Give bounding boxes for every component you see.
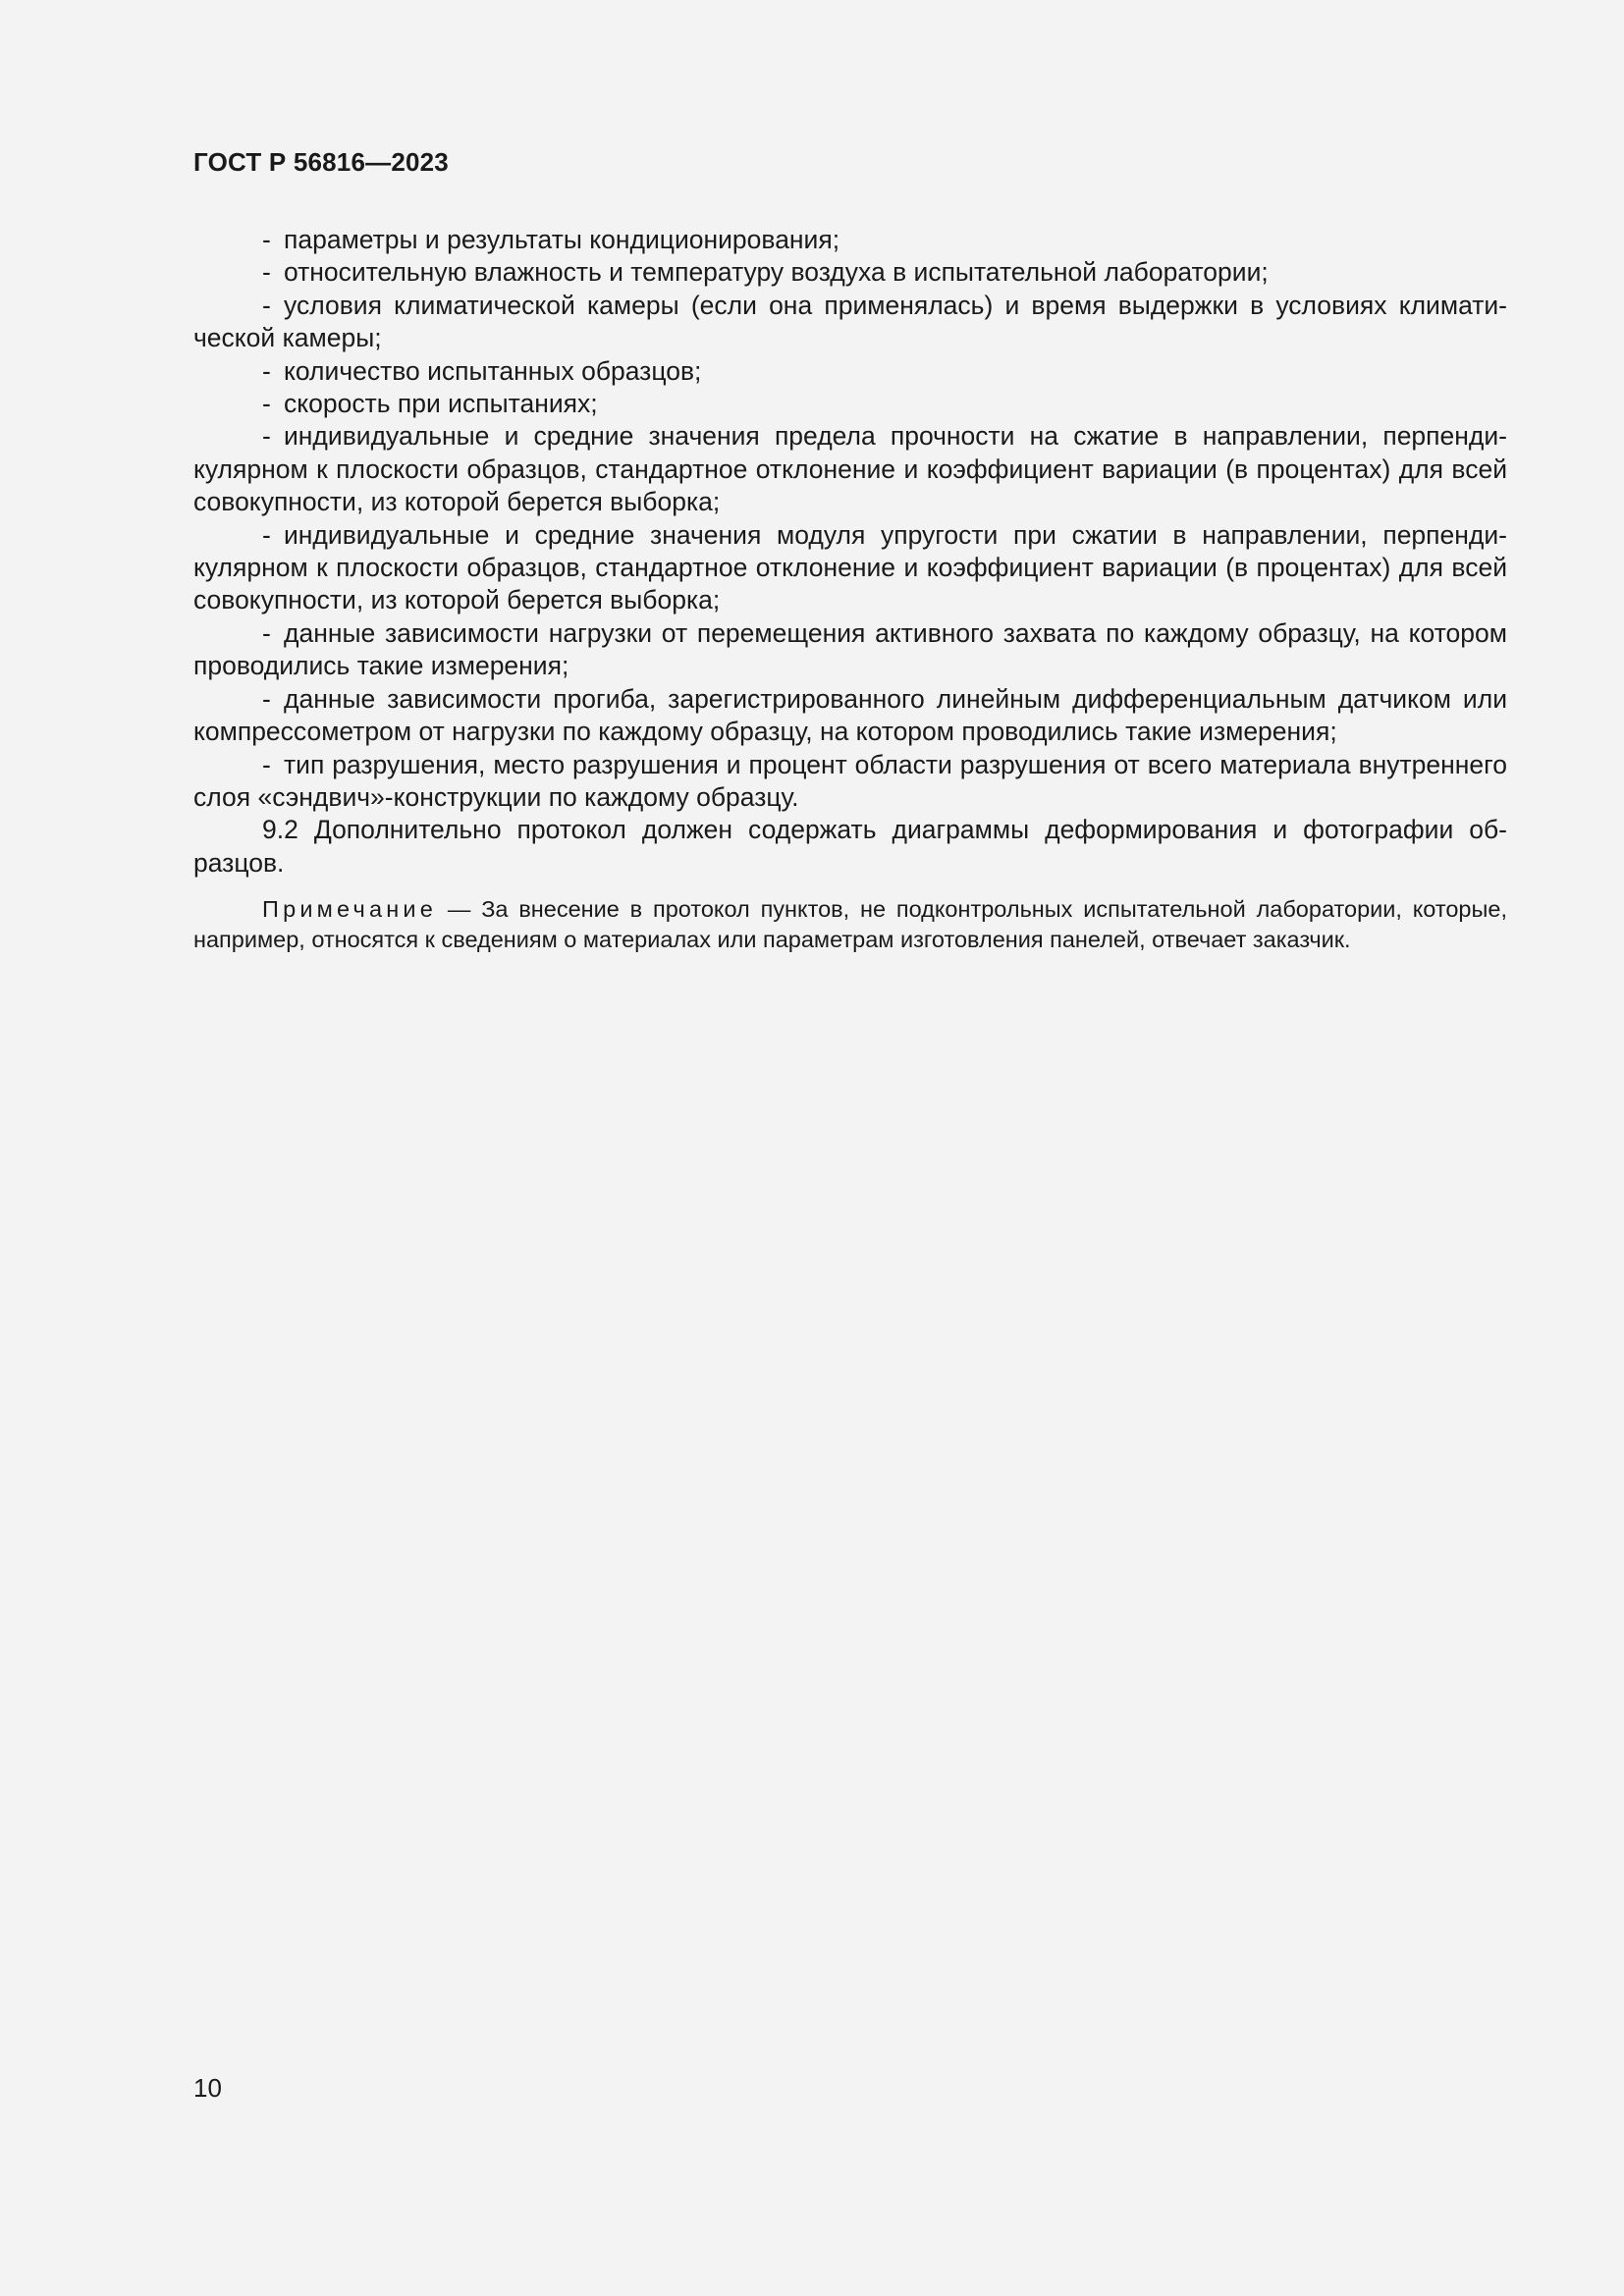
list-item-text: относительную влажность и температуру воздуха в испытательной лаборатории; [284, 257, 1269, 288]
list-item [193, 683, 1507, 749]
list-item [193, 519, 1507, 617]
list-item [193, 290, 1507, 355]
list-marker: - [262, 290, 271, 320]
list-item [193, 388, 1507, 420]
list-item [193, 224, 1507, 256]
document-code-header: ГОСТ Р 56816—2023 [193, 147, 449, 177]
list-marker: - [262, 519, 271, 550]
list-marker: - [262, 355, 271, 386]
list-item [193, 617, 1507, 683]
list-item-text: данные зависимости прогиба, зарегистрированного линейным дифференциальным датчиком или компрессометром от нагрузки по каждому образцу, на котором проводились такие измерения; [193, 683, 1507, 747]
page-number: 10 [193, 2073, 222, 2103]
list-item-text: параметры и результаты кондиционирования; [284, 225, 840, 254]
list-item-text: условия климатической камеры (если она применялась) и время выдержки в условиях климатической камеры; [193, 290, 1507, 353]
list-marker: - [262, 389, 271, 419]
list-item [193, 355, 1507, 388]
list-item-text: количество испытанных образцов; [284, 355, 702, 386]
list-marker: - [262, 257, 271, 288]
list-item-text: скорость при испытаниях; [284, 389, 598, 419]
list-item-text: данные зависимости нагрузки от перемещения активного захвата по каждому образцу, на котором проводились такие измерения; [193, 617, 1507, 681]
list-item-text: индивидуальные и средние значения предела прочности на сжатие в направлении, перпендикулярном к плоскости образцов, стандартное отклонение и коэффициент вариации (в процентах) для всей совокупности, из которой берется выборка; [193, 421, 1507, 517]
list-marker: - [262, 225, 271, 254]
document-body [193, 224, 1507, 955]
list-marker: - [262, 683, 271, 714]
list-item-text: индивидуальные и средние значения модуля упругости при сжатии в направлении, перпендикулярном к плоскости образцов, стандартное отклонение и коэффициент вариации (в процентах) для всей совокупности, из которой берется выборка; [193, 519, 1507, 615]
list-item [193, 256, 1507, 289]
note-text: — За внесение в протокол пунктов, не подконтрольных испытательной лаборатории, которые, например, относятся к сведениям о материалах или параметрам изготовления панелей, отвечает заказчик. [193, 896, 1507, 953]
list-item [193, 420, 1507, 518]
list-marker: - [262, 421, 271, 452]
list-marker: - [262, 617, 271, 648]
note-paragraph [193, 894, 1507, 955]
list-item [193, 749, 1507, 815]
clause-9-2: 9.2 Дополнительно протокол должен содержать диаграммы деформирования и фотографии образцов. [193, 815, 1507, 878]
note-label: Примечание [262, 896, 438, 923]
list-item-text: тип разрушения, место разрушения и процент области разрушения от всего материала внутреннего слоя «сэндвич»-конструкции по каждому образцу. [193, 749, 1507, 812]
list-marker: - [262, 749, 271, 779]
